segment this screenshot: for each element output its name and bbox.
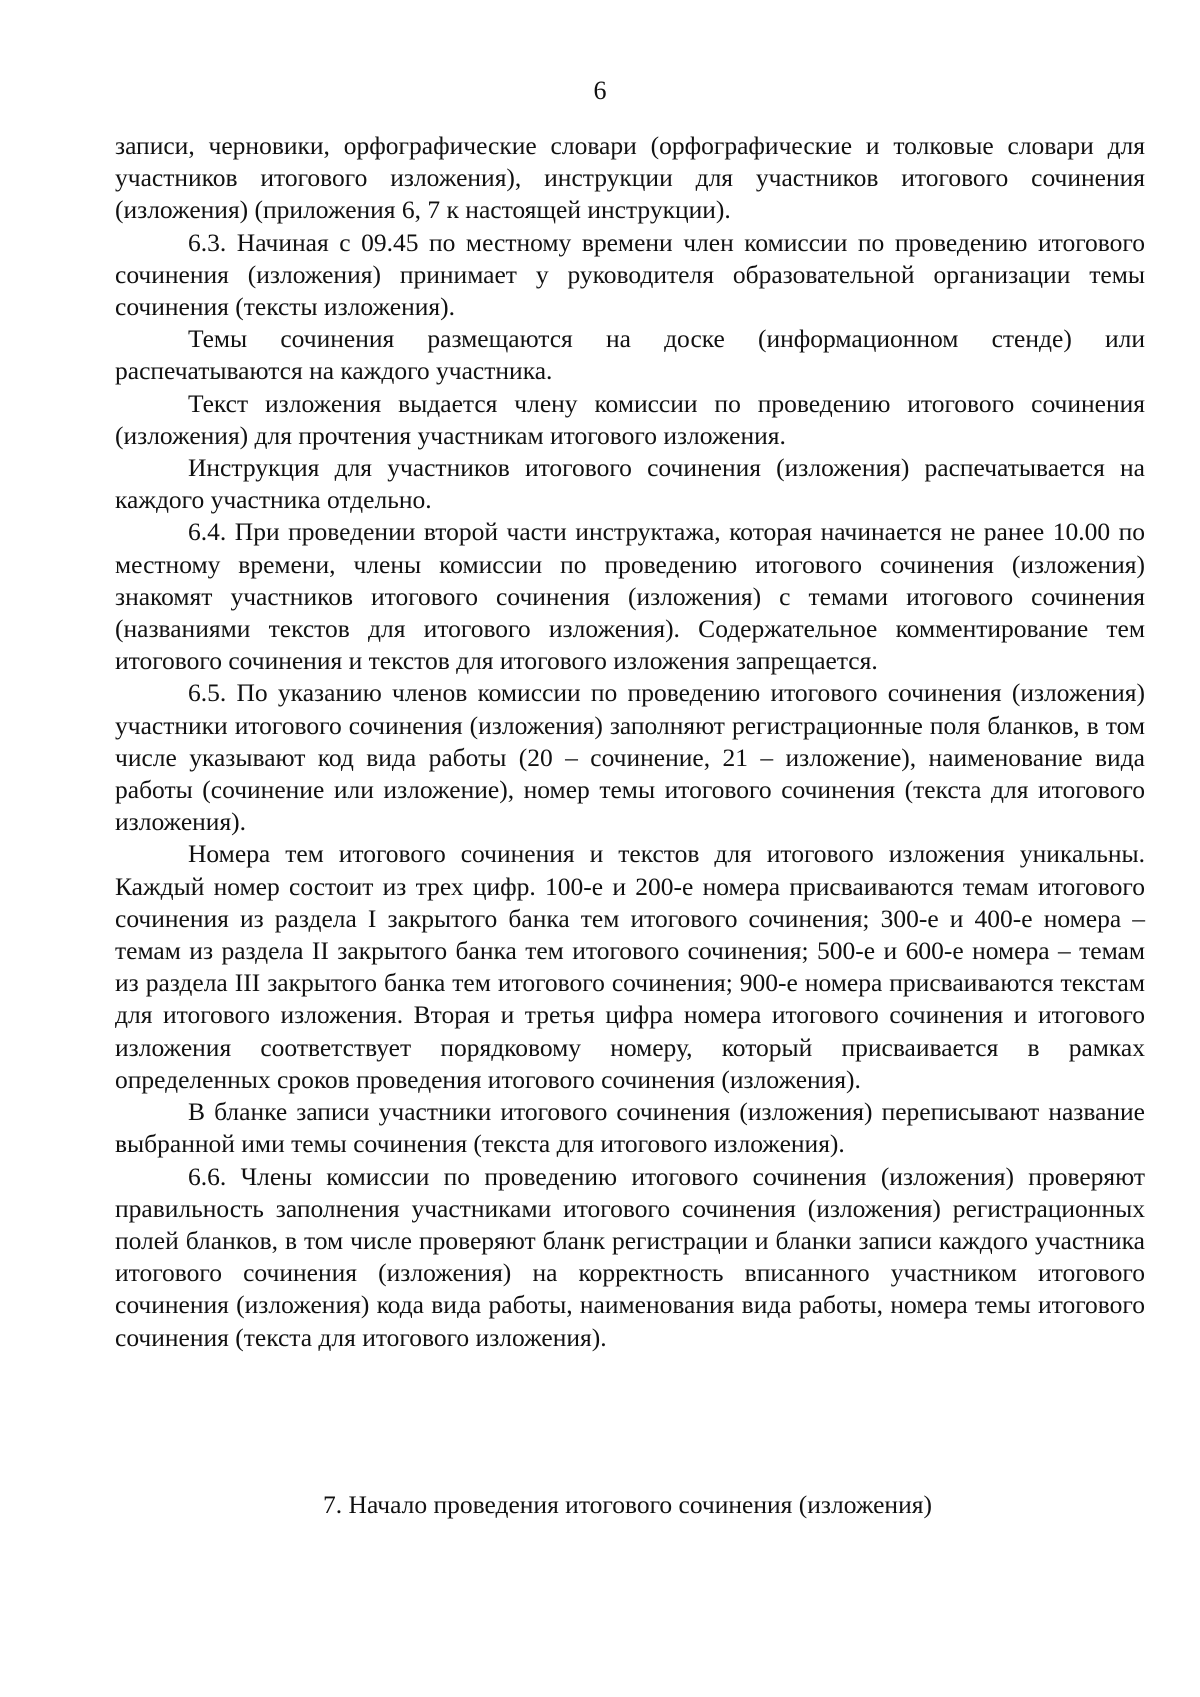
section-heading: 7. Начало проведения итогового сочинения (изложения) bbox=[323, 1490, 932, 1519]
paragraph-text-issued: Текст изложения выдается члену комиссии по проведению итогового сочинения (изложения) для прочтения участникам итогового изложения. bbox=[115, 388, 1145, 450]
paragraph-6-6: 6.6. Члены комиссии по проведению итогового сочинения (изложения) проверяют правильность заполнения участниками итогового сочинения (изложения) регистрационных полей бланков, в том числе проверяют бланк регистрации и бланки записи каждого участника итогового сочинения (изложения) на корректность вписанного участником итогового сочинения (изложения) кода вида работы, наименования вида работы, номера темы итогового сочинения (текста для итогового изложения). bbox=[115, 1161, 1145, 1352]
paragraph-instruction-printed: Инструкция для участников итогового сочинения (изложения) распечатывается на каждого участника отдельно. bbox=[115, 453, 1145, 515]
body-text bbox=[115, 130, 1145, 1354]
paragraph-6-4: 6.4. При проведении второй части инструктажа, которая начинается не ранее 10.00 по местному времени, члены комиссии по проведению итогового сочинения (изложения) знакомят участников итогового сочинения (изложения) с темами итогового сочинения (названиями текстов для итогового изложения). Содержательное комментирование тем итогового сочинения и текстов для итогового изложения запрещается. bbox=[115, 517, 1145, 676]
paragraph-6-5: 6.5. По указанию членов комиссии по проведению итогового сочинения (изложения) участники итогового сочинения (изложения) заполняют регистрационные поля бланков, в том числе указывают код вида работы (20 – сочинение, 21 – изложение), наименование вида работы (сочинение или изложение), номер темы итогового сочинения (текста для итогового изложения). bbox=[115, 678, 1145, 837]
page-number: 6 bbox=[593, 76, 607, 105]
paragraph-record-form: В бланке записи участники итогового сочинения (изложения) переписывают название выбранной ими темы сочинения (текста для итогового изложения). bbox=[115, 1097, 1145, 1159]
paragraph-topic-numbers: Номера тем итогового сочинения и текстов для итогового изложения уникальны. Каждый номер состоит из трех цифр. 100-е и 200-е номера присваиваются темам итогового сочинения из раздела I закрытого банка тем итогового сочинения; 300-е и 400-е номера – темам из раздела II закрытого банка тем итогового сочинения; 500-е и 600-е номера – темам из раздела III закрытого банка тем итогового сочинения; 900-е номера присваиваются текстам для итогового изложения. Вторая и третья цифра номера итогового сочинения и итогового изложения соответствует порядковому номеру, который присваивается в рамках определенных сроков проведения итогового сочинения (изложения). bbox=[115, 839, 1145, 1094]
paragraph-topics-placement: Темы сочинения размещаются на доске (информационном стенде) или распечатываются на каждого участника. bbox=[115, 324, 1145, 386]
paragraph-continuation: записи, черновики, орфографические словари (орфографические и толковые словари для участников итогового изложения), инструкции для участников итогового сочинения (изложения) (приложения 6, 7 к настоящей инструкции). bbox=[115, 131, 1145, 225]
paragraph-6-3: 6.3. Начиная с 09.45 по местному времени член комиссии по проведению итогового сочинения (изложения) принимает у руководителя образовательной организации темы сочинения (тексты изложения). bbox=[115, 227, 1145, 322]
